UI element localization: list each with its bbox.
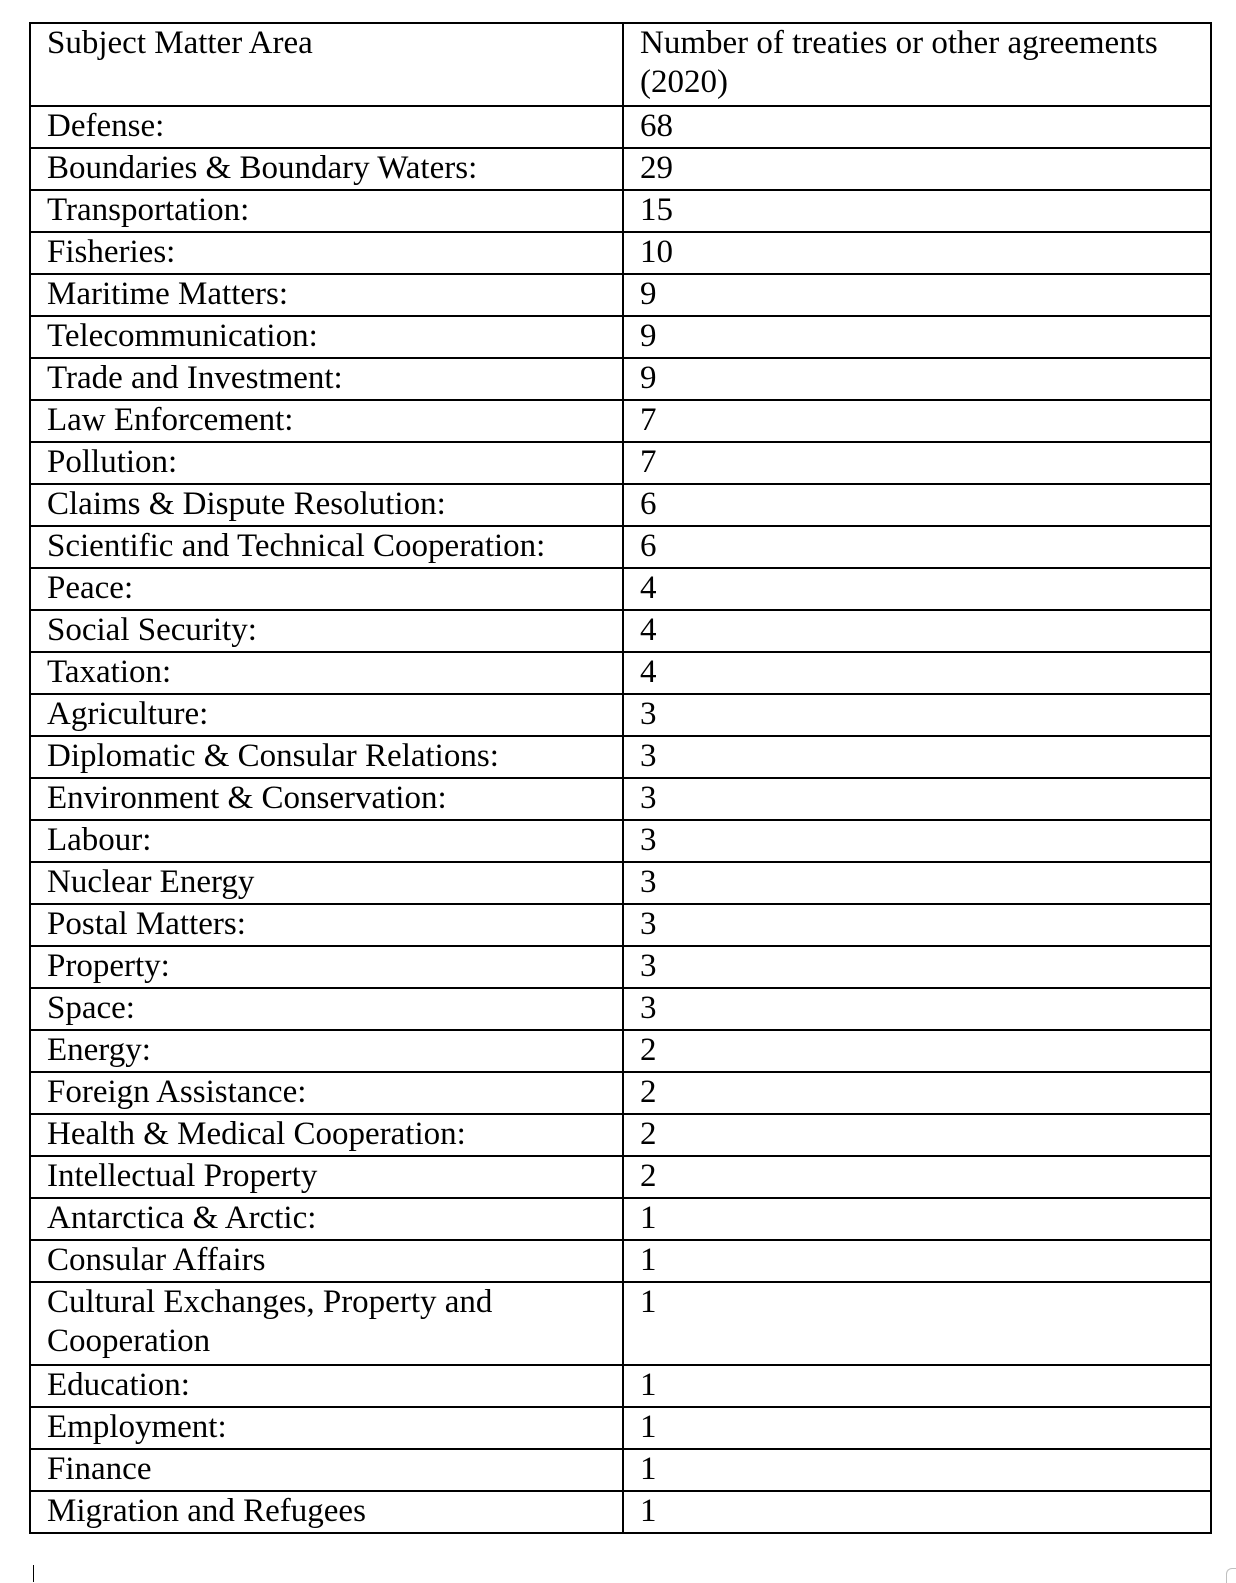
- treaty-count-cell: 6: [623, 484, 1211, 526]
- subject-matter-cell: Antarctica & Arctic:: [30, 1198, 623, 1240]
- subject-matter-cell: Trade and Investment:: [30, 358, 623, 400]
- subject-matter-cell: Cultural Exchanges, Property and Cooperation: [30, 1282, 623, 1365]
- table-row: [30, 736, 1211, 778]
- treaty-count-cell: 68: [623, 106, 1211, 148]
- subject-matter-cell: Social Security:: [30, 610, 623, 652]
- treaty-count-cell: 1: [623, 1449, 1211, 1491]
- treaty-count-cell: 7: [623, 400, 1211, 442]
- table-row: [30, 1072, 1211, 1114]
- header-subject-matter-area: Subject Matter Area: [30, 23, 623, 106]
- subject-matter-cell: Health & Medical Cooperation:: [30, 1114, 623, 1156]
- treaty-count-cell: 4: [623, 610, 1211, 652]
- subject-matter-cell: Education:: [30, 1365, 623, 1407]
- table-row: [30, 274, 1211, 316]
- table-row: [30, 1407, 1211, 1449]
- table-row: [30, 778, 1211, 820]
- table-body: [30, 23, 1211, 1533]
- treaty-count-cell: 4: [623, 652, 1211, 694]
- subject-matter-cell: Labour:: [30, 820, 623, 862]
- treaty-count-cell: 9: [623, 316, 1211, 358]
- treaty-count-cell: 3: [623, 988, 1211, 1030]
- treaty-count-cell: 10: [623, 232, 1211, 274]
- treaty-count-cell: 4: [623, 568, 1211, 610]
- table-header-row: [30, 23, 1211, 106]
- table-row: [30, 1240, 1211, 1282]
- subject-matter-cell: Scientific and Technical Cooperation:: [30, 526, 623, 568]
- table-row: [30, 904, 1211, 946]
- table-row: [30, 358, 1211, 400]
- treaty-count-cell: 7: [623, 442, 1211, 484]
- subject-matter-cell: Consular Affairs: [30, 1240, 623, 1282]
- subject-matter-cell: Taxation:: [30, 652, 623, 694]
- treaty-count-cell: 1: [623, 1282, 1211, 1365]
- page-corner-mark: [1226, 1568, 1236, 1583]
- header-number-of-treaties: Number of treaties or other agreements (2020): [623, 23, 1211, 106]
- treaty-count-cell: 3: [623, 694, 1211, 736]
- subject-matter-cell: Postal Matters:: [30, 904, 623, 946]
- table-row: [30, 862, 1211, 904]
- table-row: [30, 610, 1211, 652]
- subject-matter-cell: Defense:: [30, 106, 623, 148]
- subject-matter-cell: Energy:: [30, 1030, 623, 1072]
- subject-matter-cell: Agriculture:: [30, 694, 623, 736]
- subject-matter-cell: Diplomatic & Consular Relations:: [30, 736, 623, 778]
- table-row: [30, 568, 1211, 610]
- subject-matter-cell: Law Enforcement:: [30, 400, 623, 442]
- subject-matter-cell: Environment & Conservation:: [30, 778, 623, 820]
- table-row: [30, 1156, 1211, 1198]
- treaty-count-cell: 3: [623, 904, 1211, 946]
- subject-matter-cell: Transportation:: [30, 190, 623, 232]
- treaty-count-cell: 3: [623, 778, 1211, 820]
- treaty-count-cell: 3: [623, 862, 1211, 904]
- table-row: [30, 484, 1211, 526]
- table-row: [30, 1198, 1211, 1240]
- treaty-count-cell: 6: [623, 526, 1211, 568]
- subject-matter-cell: Nuclear Energy: [30, 862, 623, 904]
- subject-matter-cell: Fisheries:: [30, 232, 623, 274]
- table-row: [30, 652, 1211, 694]
- treaty-count-cell: 9: [623, 358, 1211, 400]
- subject-matter-cell: Property:: [30, 946, 623, 988]
- table-row: [30, 526, 1211, 568]
- treaty-count-cell: 15: [623, 190, 1211, 232]
- table-row: [30, 946, 1211, 988]
- table-row: [30, 1365, 1211, 1407]
- subject-matter-cell: Claims & Dispute Resolution:: [30, 484, 623, 526]
- subject-matter-cell: Foreign Assistance:: [30, 1072, 623, 1114]
- subject-matter-cell: Boundaries & Boundary Waters:: [30, 148, 623, 190]
- treaty-count-cell: 1: [623, 1365, 1211, 1407]
- treaty-count-cell: 29: [623, 148, 1211, 190]
- subject-matter-cell: Intellectual Property: [30, 1156, 623, 1198]
- treaty-count-cell: 1: [623, 1491, 1211, 1533]
- table-row: [30, 232, 1211, 274]
- table-row: [30, 694, 1211, 736]
- table-row: [30, 442, 1211, 484]
- treaty-count-cell: 2: [623, 1072, 1211, 1114]
- subject-matter-cell: Migration and Refugees: [30, 1491, 623, 1533]
- table-row: [30, 1491, 1211, 1533]
- treaty-table: [29, 22, 1212, 1534]
- table-row: [30, 190, 1211, 232]
- table-row: [30, 988, 1211, 1030]
- treaty-count-cell: 3: [623, 820, 1211, 862]
- subject-matter-cell: Maritime Matters:: [30, 274, 623, 316]
- subject-matter-cell: Telecommunication:: [30, 316, 623, 358]
- table-row: [30, 316, 1211, 358]
- table-row: [30, 1449, 1211, 1491]
- table-row: [30, 820, 1211, 862]
- table-row: [30, 1030, 1211, 1072]
- subject-matter-cell: Space:: [30, 988, 623, 1030]
- treaty-count-cell: 2: [623, 1114, 1211, 1156]
- treaty-count-cell: 3: [623, 946, 1211, 988]
- treaty-count-cell: 1: [623, 1198, 1211, 1240]
- subject-matter-cell: Pollution:: [30, 442, 623, 484]
- table-row: [30, 1282, 1211, 1365]
- treaty-count-cell: 3: [623, 736, 1211, 778]
- treaty-count-cell: 2: [623, 1030, 1211, 1072]
- subject-matter-cell: Finance: [30, 1449, 623, 1491]
- treaty-count-cell: 2: [623, 1156, 1211, 1198]
- page-edge-mark: [33, 1565, 34, 1582]
- table-row: [30, 1114, 1211, 1156]
- table-row: [30, 148, 1211, 190]
- table-row: [30, 106, 1211, 148]
- treaty-count-cell: 9: [623, 274, 1211, 316]
- table-row: [30, 400, 1211, 442]
- treaty-count-cell: 1: [623, 1240, 1211, 1282]
- subject-matter-cell: Peace:: [30, 568, 623, 610]
- subject-matter-cell: Employment:: [30, 1407, 623, 1449]
- treaty-count-cell: 1: [623, 1407, 1211, 1449]
